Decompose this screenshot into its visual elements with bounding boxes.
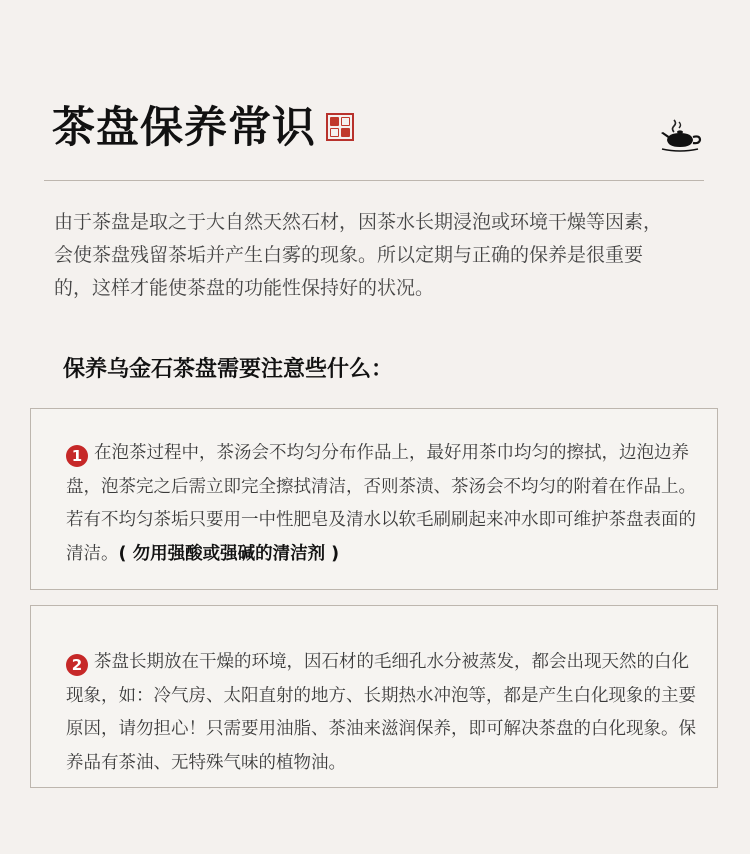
intro-paragraph: 由于茶盘是取之于大自然天然石材，因茶水长期浸泡或环境干燥等因素，会使茶盘残留茶垢并产生白雾的现象。所以定期与正确的保养是很重要的，这样才能使茶盘的功能性保持好的状况。 [54,211,663,299]
seal-stamp-icon [326,113,354,141]
tip-card-2 [30,605,718,788]
tip-1-note: ( 勿用强酸或强碱的清洁剂 ) [118,543,340,564]
section-subtitle: 保养乌金石茶盘需要注意些什么： [63,357,394,382]
tip-card-1 [30,408,718,590]
tip-2-text: 茶盘长期放在干燥的环境，因石材的毛细孔水分被蒸发，都会出现天然的白化现象，如：冷气房、太阳直射的地方、长期热水冲泡等，都是产生白化现象的主要原因，请勿担心！只需要用油脂、茶油来滋润保养，即可解决茶盘的白化现象。保养品有茶油、无特殊气味的植物油。 [66,652,696,773]
tip-1-text: 在泡茶过程中，茶汤会不均匀分布作品上，最好用茶巾均匀的擦拭，边泡边养盘，泡茶完之后需立即完全擦拭清洁，否则茶渍、茶汤会不均匀的附着在作品上。若有不均匀茶垢只要用一中性肥皂及清水以软毛刷刷起来冲水即可维护茶盘表面的清洁。 [66,443,696,564]
number-badge-1: 1 [66,445,88,467]
teapot-icon [658,118,702,152]
tip-2-text-block [66,646,696,780]
number-badge-2: 2 [66,654,88,676]
title-divider [44,180,704,181]
tip-1-text-block [66,437,696,571]
page-title: 茶盘保养常识 [52,103,316,153]
